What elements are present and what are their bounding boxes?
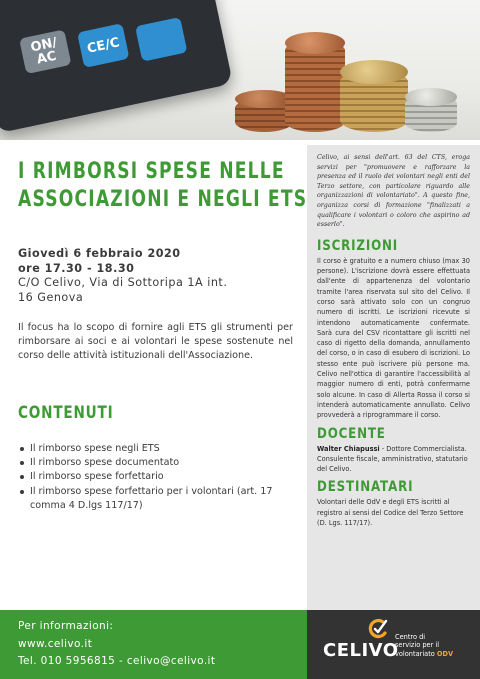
contact-block xyxy=(0,610,307,679)
celivo-intro: Celivo, ai sensi dell'art. 63 del CTS, eroga servizi per "promuovere e rafforzare la presenza ed il ruolo dei volontari negli enti del Terzo settore, con particolare riguardo alle organizzazioni di volontariato". A questo fine, organizza corsi di formazione "finalizzati a qualificare i volontari o coloro che aspirino ad esserlo". xyxy=(317,154,470,229)
page-title xyxy=(18,158,308,214)
event-details xyxy=(18,247,303,305)
hero-photo xyxy=(0,0,480,140)
iscrizioni-text: Il corso è gratuito e a numero chiuso (max 30 persone). L'iscrizione dovrà essere effettuata dall'ente di appartenenza del volontario tramite l'area riservata sul sito del Celivo. Il corso sarà attivato solo con un congruo numero di iscritti. Le iscrizioni ricevute si intendono automaticamente confermate. Sarà cura del CSV ricontattare gli iscritti nel caso di rigetto della domanda, annullamento del corso, o in caso di esubero di iscrizioni. Lo stesso ente può iscrivere più persone ma. Celivo nell'ottica di garantire l'accessibilità al maggior numero di enti, potrà confermarne solo alcune. In caso di Allerta Rossa il corso si intenderà automaticamente annullato. Celivo provvederà a riprogrammare il corso. xyxy=(317,256,470,420)
docente-text xyxy=(317,444,470,475)
odv-badge: ODV xyxy=(436,649,454,658)
list-item: Il rimborso spese forfettario xyxy=(18,470,298,484)
calculator-key-on-ac: ON/ AC xyxy=(19,29,71,74)
iscrizioni-heading: ISCRIZIONI xyxy=(317,237,399,254)
tagline-line-3 xyxy=(395,650,453,658)
docente-description: - Dottore Commercialista. Consulente fiscale, amministrativo, statutario del Celivo. xyxy=(317,444,468,474)
event-time: ore 17.30 - 18.30 xyxy=(18,261,135,275)
docente-name: Walter Chiapussi xyxy=(317,444,380,453)
list-item: Il rimborso spese negli ETS xyxy=(18,442,298,456)
list-item: Il rimborso spese forfettario per i volontari (art. 17 comma 4 D.lgs 117/17) xyxy=(18,485,298,513)
celivo-logo-tagline xyxy=(395,633,453,658)
title-line-2: ASSOCIAZIONI E NEGLI ETS xyxy=(18,187,308,212)
event-place-line-1: C/O Celivo, Via di Sottoripa 1A int. xyxy=(18,276,228,290)
destinatari-text: Volontari delle OdV e degli ETS iscritti al registro ai sensi del Codice del Terzo Settore (D. Lgs. 117/17). xyxy=(317,498,464,527)
contenuti-heading: CONTENUTI xyxy=(18,403,114,423)
destinatari-heading: DESTINATARI xyxy=(317,479,414,496)
tagline-line-2: servizio per il xyxy=(395,641,440,650)
list-item: Il rimborso spese documentato xyxy=(18,456,298,470)
coin-top xyxy=(285,32,345,54)
coin-top xyxy=(340,60,408,84)
info-sidebar xyxy=(307,145,480,610)
calculator-image xyxy=(0,0,233,133)
celivo-logo-text: CELIVO xyxy=(323,640,399,661)
event-date: Giovedì 6 febbraio 2020 xyxy=(18,247,181,260)
coin-top xyxy=(405,88,457,106)
calculator-key-ce-c: CE/C xyxy=(77,23,129,68)
celivo-logo-icon xyxy=(367,618,389,640)
contenuti-list xyxy=(18,442,298,513)
tagline-line-1: Centro di xyxy=(395,633,426,641)
tagline-line-3a: volontariato xyxy=(395,649,437,658)
focus-paragraph: Il focus ha lo scopo di fornire agli ETS gli strumenti per rimborsare ai soci e ai volontari le spese sostenute nel corso delle attività istituzionali dell'Associazione. xyxy=(18,322,293,361)
title-line-1: I RIMBORSI SPESE NELLE xyxy=(18,159,285,184)
calculator-key-blank xyxy=(135,17,187,62)
website-link[interactable]: www.celivo.it xyxy=(18,637,93,650)
event-place-line-2: 16 Genova xyxy=(18,290,84,304)
contact-line[interactable]: Tel. 010 5956815 - celivo@celivo.it xyxy=(18,655,216,667)
info-label: Per informazioni: xyxy=(18,620,114,632)
docente-heading: DOCENTE xyxy=(317,425,386,442)
